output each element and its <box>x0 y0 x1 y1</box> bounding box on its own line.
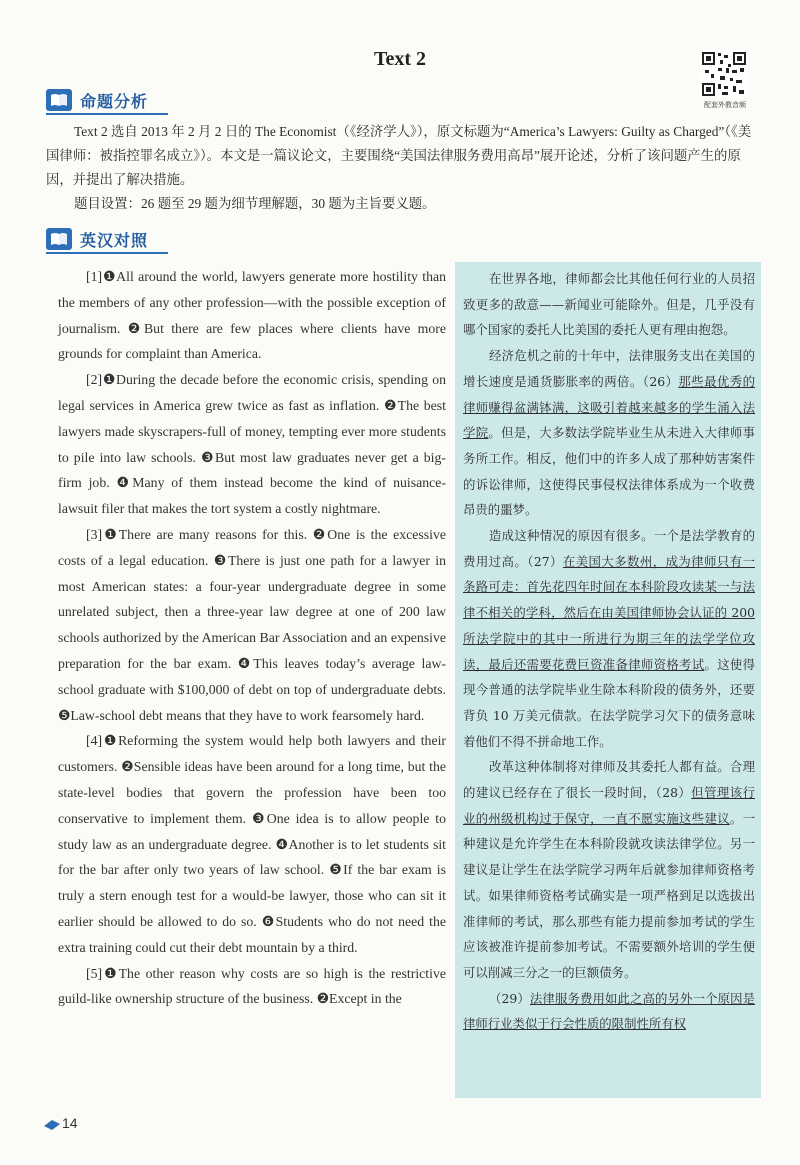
chinese-text: 改革这种体制将对律师及其委托人都有益。合理的建议已经存在了很长一段时间，（28） <box>463 759 755 801</box>
page-title: Text 2 <box>373 48 427 70</box>
chinese-translation-column <box>455 262 761 1098</box>
english-paragraph-5: [5]❶The other reason why costs are so high is the restrictive guild-like ownership structure of the business. ❷Except in the <box>58 965 446 1007</box>
english-text-column <box>58 264 446 1012</box>
answer-underline-26: 那些最优秀的律师赚得盆满钵满，这吸引着越来越多的学生涌入法学院 <box>463 373 755 441</box>
english-paragraph-4: [4]❶Reforming the system would help both lawyers and their customers. ❷Sensible ideas have been around for a long time, but the state-level bodies that govern the profession have been too conservative to implement them. ❸One idea is to allow people to study law as an undergraduate degree. ❹Another is to let students sit for the bar after only two years of law school. ❺If the bar exam is truly a stern enough test for a would-be lawyer, those who can sit it earlier should be allowed to do so. ❻Students who do not need the extra training could cut their debt mountain by a third. <box>58 733 446 955</box>
section-divider <box>46 252 168 254</box>
qr-code-label: 配套外教音频 <box>704 101 746 109</box>
chinese-paragraph-4 <box>463 754 755 985</box>
english-paragraph-1: [1]❶All around the world, lawyers generate more hostility than the members of any other profession—with the possible exception of journalism. ❷But there are few places where clients have more grounds for complaint than America. <box>58 269 446 362</box>
page-marker-icon <box>44 1118 60 1130</box>
chinese-text: 。这使得现今普通的法学院毕业生除本科阶段的债务外，还要背负 10 万美元债款。在法学院学习欠下的债务意味着他们不得不拼命地工作。 <box>463 656 756 749</box>
chinese-text: 造成这种情况的原因有很多。一个是法学教育的费用过高。（27） <box>463 528 755 569</box>
chinese-text: 。一种建议是允许学生在本科阶段就攻读法律学位。另一建议是让学生在法学院学习两年后就参加律师资格考试。如果律师资格考试确实是一项严格到足以选拔出准律师的考试，那么那些有能力提前参加考试的学生应该被准许提前参加考试。不需要额外培训的学生便可以削减三分之一的巨额债务。 <box>463 810 756 980</box>
chinese-paragraph-1: 在世界各地，律师都会比其他任何行业的人员招致更多的敌意——新闻业可能除外。但是，几乎没有哪个国家的委托人比美国的委托人更有理由抱怨。 <box>463 271 755 338</box>
section-heading-bilingual <box>46 226 148 252</box>
chinese-text: 。但是，大多数法学院毕业生从未进入大律师事务所工作。相反，他们中的许多人成了那种妨害案件的诉讼律师，这使得民事侵权法律体系成为一个收费昂贵的噩梦。 <box>463 425 756 518</box>
chinese-paragraph-2 <box>463 343 755 523</box>
page-number: 14 <box>62 1115 78 1131</box>
chinese-text: （29） <box>489 990 530 1006</box>
answer-underline-29: 法律服务费用如此之高的另外一个原因是律师行业类似于行会性质的限制性所有权 <box>463 990 755 1032</box>
answer-underline-28: 但管理该行业的州级机构过于保守，一直不愿实施这些建议 <box>463 785 755 826</box>
section-heading-text: 英汉对照 <box>80 230 149 250</box>
analysis-question-setup: 题目设置：26 题至 29 题为细节理解题，30 题为主旨要义题。 <box>74 196 436 211</box>
answer-underline-27: 在美国大多数州，成为律师只有一条路可走：首先花四年时间在本科阶段攻读某一与法律不相关的学科，然后在由美国律师协会认证的 200 所法学院中的其中一所进行为期三年的法学学位攻读，最后还需要花费巨资准备律师资格考试 <box>463 553 755 672</box>
qr-code-icon[interactable] <box>700 50 748 98</box>
english-paragraph-2: [2]❶During the decade before the economic crisis, spending on legal services in America grew twice as fast as inflation. ❷The best lawyers made skyscrapers-full of money, tempting ever more students to pile into law schools. ❸But most law graduates never get a big-firm job. ❹Many of them instead become the kind of nuisance-lawsuit filer that makes the tort system a costly nightmare. <box>58 372 446 517</box>
book-icon <box>46 228 72 250</box>
book-icon <box>46 89 72 111</box>
analysis-body <box>46 120 758 216</box>
section-heading-analysis <box>46 87 148 113</box>
english-paragraph-3: [3]❶There are many reasons for this. ❷One is the excessive costs of a legal education. ❸There is just one path for a lawyer in most American states: a four-year undergraduate degree in some unrelated subject, then a three-year law degree at one of 200 law schools authorized by the American Bar Association and an expensive preparation for the bar exam. ❹This leaves today’s average law-school graduate with $100,000 of debt on top of undergraduate debts. ❺Law-school debt means that they have to work fearsomely hard. <box>58 526 446 723</box>
chinese-paragraph-5 <box>463 986 755 1037</box>
chinese-paragraph-3 <box>463 523 755 754</box>
section-divider <box>46 113 168 115</box>
section-heading-text: 命题分析 <box>80 91 149 111</box>
analysis-paragraph: Text 2 选自 2013 年 2 月 2 日的 The Economist（《经济学人》），原文标题为“America’s Lawyers: Guilty as Charged”（《美国律师：被指控罪名成立》）。本文是一篇议论文，主要围绕“美国法律服务费用高昂”展开论述，分析了该问题产生的原因，并提出了解决措施。 <box>46 124 752 187</box>
chinese-text: 经济危机之前的十年中，法律服务支出在美国的增长速度是通货膨胀率的两倍。（26） <box>463 348 755 389</box>
